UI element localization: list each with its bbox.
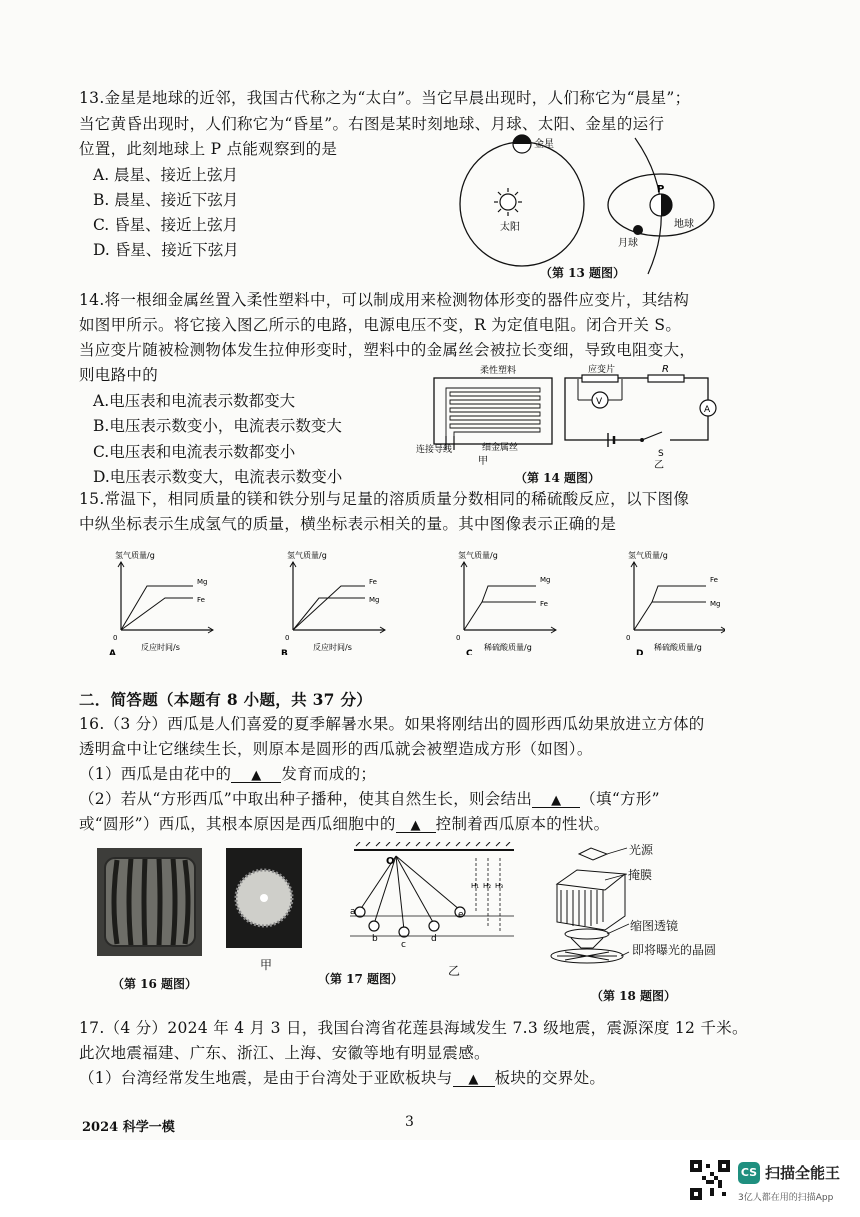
q14-line2: 如图甲所示。将它接入图乙所示的电路，电源电压不变，R 为定值电阻。闭合开关 S。 — [79, 316, 682, 334]
x-axis-label: 稀硫酸质量/g — [654, 643, 702, 652]
q15-graphs — [85, 540, 725, 655]
graph-letter: A — [109, 649, 116, 655]
sun-icon — [494, 188, 522, 216]
q18-figure-caption: （第 18 题图） — [591, 989, 677, 1003]
series-top-label: Mg — [197, 578, 208, 586]
q17-jia-label: 甲 — [260, 958, 273, 972]
q13-option-d: D. 昏星、接近下弦月 — [93, 241, 239, 259]
q17-line2: 此次地震福建、广东、浙江、上海、安徽等地有明显震感。 — [79, 1044, 490, 1062]
q16-blank-2[interactable]: ▲ — [532, 794, 580, 808]
x-axis-label: 反应时间/s — [313, 643, 352, 652]
q13-orbit-figure — [430, 132, 730, 282]
graph-b — [281, 550, 385, 655]
light-source-label: 光源 — [629, 843, 654, 857]
pendulum-c: c — [401, 940, 406, 950]
scanner-bar — [0, 1140, 860, 1217]
q14-line3: 当应变片随被检测物体发生拉伸形变时，塑料中的金属丝会被拉长变细，导致电阻变大， — [79, 341, 696, 359]
pendulum-diagram-yi — [342, 842, 522, 962]
pendulum-d: d — [431, 934, 437, 944]
origin-label: 0 — [626, 634, 631, 642]
scanner-app-name: 扫描全能王 — [765, 1164, 841, 1182]
fig-yi-label: 乙 — [654, 460, 664, 471]
ammeter-label: A — [704, 405, 711, 415]
moon-body — [633, 225, 643, 235]
footer-page-number: 3 — [405, 1114, 414, 1130]
moon-label: 月球 — [618, 238, 638, 249]
q16-part2 — [79, 787, 660, 809]
switch-label: S — [658, 449, 664, 459]
q16-part3-text-b: 控制着西瓜原本的性状。 — [435, 815, 610, 833]
footer-exam-name: 2024 科学一模 — [82, 1120, 175, 1135]
series-bottom-label: Mg — [710, 600, 721, 608]
q17-part1 — [79, 1066, 605, 1088]
q16-line2: 透明盒中让它继续生长，则原本是圆形的西瓜就会被塑造成方形（如图）。 — [79, 740, 593, 758]
y-axis-label: 氢气质量/g — [115, 551, 155, 560]
q16-part1 — [79, 762, 376, 784]
q15-graph-group — [109, 550, 725, 655]
sun-label: 太阳 — [500, 222, 520, 233]
height-h1: H₁ — [471, 882, 480, 890]
strain-gauge-label: 应变片 — [588, 365, 616, 375]
scanner-app-tagline: 3亿人都在用的扫描App — [738, 1193, 834, 1203]
wafer-label: 即将曝光的晶圆 — [632, 943, 717, 957]
venus-dark-half — [513, 135, 531, 144]
series-bottom-label: Fe — [197, 596, 205, 604]
metal-wire-label: 细金属丝 — [482, 443, 519, 453]
metal-wire-coil — [446, 388, 540, 436]
series-bottom — [293, 598, 365, 630]
q14-option-d: D.电压表示数变大，电流表示数变小 — [93, 468, 343, 486]
qr-code-icon[interactable] — [690, 1160, 730, 1200]
circuit-loop — [565, 378, 708, 440]
resistor-r-label: R — [662, 364, 669, 375]
q16-line1: 16.（3 分）西瓜是人们喜爱的夏季解暑水果。如果将刚结出的圆形西瓜幼果放进立方体的 — [79, 715, 705, 733]
pivot-o-label: O — [386, 856, 395, 867]
fig-jia-label: 甲 — [478, 456, 488, 467]
venus-orbit — [460, 142, 584, 266]
fixed-resistor-r — [648, 375, 684, 382]
q13-line2: 当它黄昏出现时，人们称它为“昏星”。右图是某时刻地球、月球、太阳、金星的运行 — [79, 115, 665, 133]
q16-blank-1[interactable]: ▲ — [231, 769, 281, 783]
q13-line1: 13.金星是地球的近邻，我国古代称之为“太白”。当它早晨出现时，人们称它为“晨星”； — [79, 89, 691, 107]
pendulum-photo-jia — [226, 848, 302, 948]
series-bottom-label: Fe — [540, 600, 548, 608]
height-h2: H₂ — [483, 882, 492, 890]
x-axis-label: 稀硫酸质量/g — [484, 643, 532, 652]
q16-figure-caption: （第 16 题图） — [112, 977, 198, 991]
square-watermelon-photo — [97, 848, 202, 956]
q14-circuit-figure — [410, 364, 730, 472]
graph-letter: B — [281, 649, 288, 655]
series-top — [293, 586, 365, 630]
q16-part1-text-a: （1）西瓜是由花中的 — [79, 765, 232, 783]
height-h3: H₃ — [495, 882, 504, 890]
p-point-label: P — [657, 184, 665, 195]
q15-line1: 15.常温下，相同质量的镁和铁分别与足量的溶质质量分数相同的稀硫酸反应，以下图像 — [79, 490, 690, 508]
lens-label: 缩图透镜 — [630, 919, 679, 933]
origin-label: 0 — [285, 634, 290, 642]
graph-a — [109, 550, 213, 655]
q16-part3 — [79, 812, 609, 834]
y-axis-label: 氢气质量/g — [458, 551, 498, 560]
series-top — [634, 586, 706, 630]
venus-label: 金星 — [534, 139, 554, 150]
plastic-label: 柔性塑料 — [480, 366, 517, 376]
q17-yi-label: 乙 — [448, 964, 461, 978]
q13-option-a: A. 晨星、接近上弦月 — [93, 166, 239, 184]
graph-letter: C — [466, 649, 473, 655]
q13-option-b: B. 晨星、接近下弦月 — [93, 191, 239, 209]
q14-option-c: C.电压表和电流表示数都变小 — [93, 443, 296, 461]
graph-c — [456, 550, 556, 655]
q16-blank-3[interactable]: ▲ — [396, 819, 436, 833]
q13-line3: 位置，此刻地球上 P 点能观察到的是 — [79, 140, 338, 158]
q16-part2-text-b: （填“方形” — [580, 790, 660, 808]
origin-label: 0 — [456, 634, 461, 642]
x-axis-label: 反应时间/s — [141, 643, 180, 652]
q13-figure-caption: （第 13 题图） — [540, 266, 626, 280]
camscanner-logo-icon: CS — [738, 1162, 760, 1184]
q14-option-b: B.电压表示数变小，电流表示数变大 — [93, 417, 342, 435]
q16-part2-text-a: （2）若从“方形西瓜”中取出种子播种，使其自然生长，则会结出 — [79, 790, 533, 808]
series-top-label: Fe — [369, 578, 377, 586]
pendulum-b: b — [372, 934, 378, 944]
pendulum-e: e — [458, 910, 464, 920]
wire-lead-label: 连接导线 — [416, 445, 453, 455]
origin-label: 0 — [113, 634, 118, 642]
mask-label: 掩膜 — [628, 868, 653, 882]
q13-option-c: C. 昏星、接近上弦月 — [93, 216, 239, 234]
series-top-label: Fe — [710, 576, 718, 584]
q14-option-a: A.电压表和电流表示数都变大 — [93, 392, 296, 410]
q16-part3-text-a: 或“圆形”）西瓜，其根本原因是西瓜细胞中的 — [79, 815, 396, 833]
series-bottom — [121, 598, 193, 630]
y-axis-label: 氢气质量/g — [287, 551, 327, 560]
graph-d — [626, 550, 725, 655]
q14-line1: 14.将一根细金属丝置入柔性塑料中，可以制成用来检测物体形变的器件应变片，其结构 — [79, 291, 690, 309]
q14-line4: 则电路中的 — [79, 366, 159, 384]
series-top — [121, 586, 193, 630]
q17-part1-text-b: 板块的交界处。 — [494, 1069, 606, 1087]
q17-blank-1[interactable]: ▲ — [453, 1073, 495, 1087]
earth-dark-half — [661, 194, 672, 216]
series-top — [464, 586, 536, 630]
q16-part1-text-b: 发育而成的； — [281, 765, 377, 783]
section-2-title: 二．简答题（本题有 8 小题，共 37 分） — [79, 690, 373, 709]
graph-letter: D — [636, 649, 644, 655]
voltmeter-label: V — [596, 397, 603, 407]
q15-line2: 中纵坐标表示生成氢气的质量，横坐标表示相关的量。其中图像表示正确的是 — [79, 515, 617, 533]
pendulum-a: a — [350, 907, 356, 917]
strain-gauge-resistor — [582, 375, 618, 382]
y-axis-label: 氢气质量/g — [628, 551, 668, 560]
q17-line1: 17.（4 分）2024 年 4 月 3 日，我国台湾省花莲县海域发生 7.3 级地震，震源深度 12 千米。 — [79, 1019, 748, 1037]
q17-part1-text-a: （1）台湾经常发生地震，是由于台湾处于亚欧板块与 — [79, 1069, 453, 1087]
series-bottom-label: Mg — [369, 596, 380, 604]
q14-figure-caption: （第 14 题图） — [515, 471, 601, 485]
earth-label: 地球 — [674, 219, 694, 230]
series-top-label: Mg — [540, 576, 551, 584]
q17-figure-caption: （第 17 题图） — [318, 972, 404, 986]
